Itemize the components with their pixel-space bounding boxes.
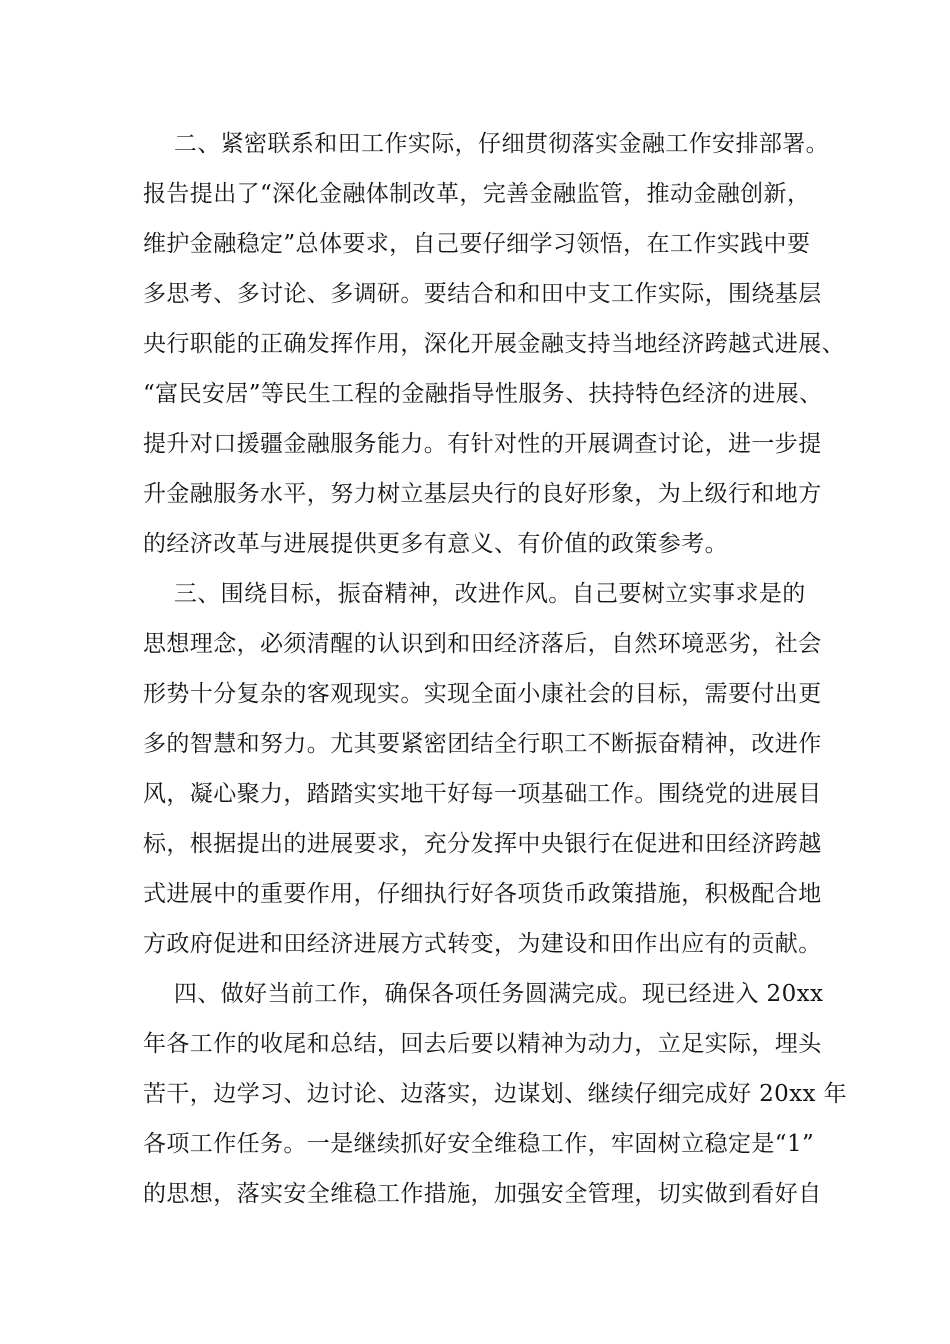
text-line: “富民安居”等民生工程的金融指导性服务、扶持特色经济的进展、 (143, 381, 823, 407)
text-line: 苦干，边学习、边讨论、边落实，边谋划、继续仔细完成好 20xx 年 (143, 1081, 848, 1107)
text-line: 三、围绕目标，振奋精神，改进作风。自己要树立实事求是的 (143, 581, 806, 607)
text-line: 报告提出了“深化金融体制改革，完善金融监管，推动金融创新， (143, 181, 811, 207)
text-line: 式进展中的重要作用，仔细执行好各项货币政策措施，积极配合地 (143, 881, 822, 907)
text-line: 年各工作的收尾和总结，回去后要以精神为动力，立足实际，埋头 (143, 1031, 822, 1057)
text-line: 的思想，落实安全维稳工作措施，加强安全管理，切实做到看好自 (143, 1181, 822, 1207)
text-line: 各项工作任务。一是继续抓好安全维稳工作，牢固树立稳定是“1” (143, 1131, 815, 1157)
text-line: 形势十分复杂的客观现实。实现全面小康社会的目标，需要付出更 (143, 681, 822, 707)
text-line: 四、做好当前工作，确保各项任务圆满完成。现已经进入 20xx (143, 981, 824, 1007)
text-line: 二、紧密联系和田工作实际，仔细贯彻落实金融工作安排部署。 (143, 131, 830, 157)
text-line: 多的智慧和努力。尤其要紧密团结全行职工不断振奋精神，改进作 (143, 731, 822, 757)
text-line: 升金融服务水平，努力树立基层央行的良好形象，为上级行和地方 (143, 481, 822, 507)
text-line: 维护金融稳定”总体要求，自己要仔细学习领悟，在工作实践中要 (143, 231, 811, 257)
text-line: 提升对口援疆金融服务能力。有针对性的开展调查讨论，进一步提 (143, 431, 822, 457)
text-line: 思想理念，必须清醒的认识到和田经济落后，自然环境恶劣，社会 (143, 631, 822, 657)
text-line: 方政府促进和田经济进展方式转变，为建设和田作出应有的贡献。 (143, 931, 822, 957)
text-line: 多思考、多讨论、多调研。要结合和和田中支工作实际，围绕基层 (143, 281, 822, 307)
text-line: 央行职能的正确发挥作用，深化开展金融支持当地经济跨越式进展、 (143, 331, 845, 357)
text-line: 标，根据提出的进展要求，充分发挥中央银行在促进和田经济跨越 (143, 831, 822, 857)
text-line: 风，凝心聚力，踏踏实实地干好每一项基础工作。围绕党的进展目 (143, 781, 822, 807)
text-line: 的经济改革与进展提供更多有意义、有价值的政策参考。 (143, 531, 728, 557)
